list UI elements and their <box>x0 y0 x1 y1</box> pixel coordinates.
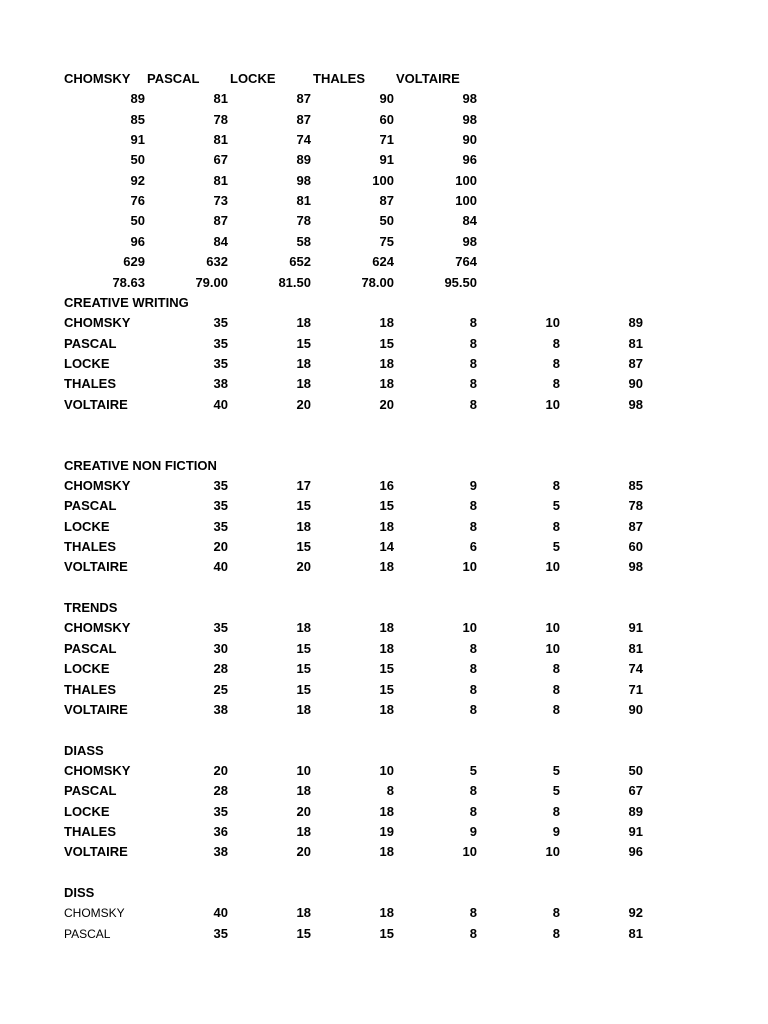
score-cell: 10 <box>545 559 560 575</box>
summary-cell: 98 <box>462 233 477 249</box>
section-title-row <box>0 741 768 761</box>
summary-cell: 81 <box>296 193 311 209</box>
score-cell: 40 <box>213 905 228 921</box>
score-cell: 18 <box>296 620 311 636</box>
score-cell: 8 <box>552 376 560 392</box>
student-name: PASCAL <box>64 335 117 351</box>
score-cell: 98 <box>628 559 643 575</box>
score-cell: 18 <box>296 905 311 921</box>
summary-row <box>0 232 768 252</box>
summary-cell: 90 <box>379 91 394 107</box>
score-cell: 87 <box>628 355 643 371</box>
score-cell: 8 <box>552 925 560 941</box>
table-row <box>0 700 768 720</box>
score-cell: 8 <box>386 783 394 799</box>
table-row <box>0 334 768 354</box>
student-name: VOLTAIRE <box>64 844 128 860</box>
score-cell: 8 <box>469 783 477 799</box>
summary-cell: 81 <box>213 91 228 107</box>
table-row <box>0 537 768 557</box>
summary-column-header: THALES <box>313 71 365 86</box>
summary-cell: 89 <box>296 152 311 168</box>
section-title: CREATIVE WRITING <box>64 294 189 310</box>
score-cell: 40 <box>213 559 228 575</box>
score-cell: 35 <box>213 803 228 819</box>
score-cell: 10 <box>462 620 477 636</box>
summary-row <box>0 110 768 130</box>
student-name: LOCKE <box>64 661 110 677</box>
score-cell: 8 <box>469 701 477 717</box>
score-cell: 18 <box>296 701 311 717</box>
summary-cell: 91 <box>130 132 145 148</box>
summary-cell: 85 <box>130 111 145 127</box>
score-cell: 85 <box>628 478 643 493</box>
score-cell: 91 <box>628 823 643 839</box>
score-cell: 8 <box>552 478 560 493</box>
score-cell: 89 <box>628 315 643 331</box>
score-cell: 20 <box>213 539 228 555</box>
section-title-row <box>0 598 768 618</box>
summary-cell: 89 <box>130 91 145 107</box>
table-row <box>0 354 768 374</box>
summary-cell: 624 <box>372 254 394 270</box>
score-cell: 10 <box>462 559 477 575</box>
score-cell: 15 <box>296 498 311 514</box>
score-cell: 18 <box>379 701 394 717</box>
summary-row <box>0 130 768 150</box>
score-cell: 35 <box>213 335 228 351</box>
score-cell: 18 <box>379 803 394 819</box>
score-cell: 38 <box>213 844 228 860</box>
score-cell: 18 <box>296 315 311 331</box>
score-cell: 90 <box>628 376 643 392</box>
table-row <box>0 557 768 577</box>
score-cell: 5 <box>552 762 560 778</box>
summary-cell: 50 <box>130 213 145 229</box>
summary-cell: 100 <box>455 193 477 209</box>
score-cell: 67 <box>628 783 643 799</box>
summary-cell: 91 <box>379 152 394 168</box>
score-cell: 25 <box>213 681 228 697</box>
table-row <box>0 313 768 333</box>
score-cell: 18 <box>296 376 311 392</box>
score-cell: 19 <box>379 823 394 839</box>
summary-cell: 71 <box>379 132 394 148</box>
score-cell: 15 <box>379 335 394 351</box>
student-name: THALES <box>64 681 116 697</box>
score-cell: 8 <box>552 518 560 534</box>
score-cell: 90 <box>628 701 643 717</box>
table-row <box>0 476 768 496</box>
student-name: CHOMSKY <box>64 315 131 331</box>
score-cell: 8 <box>469 925 477 941</box>
score-cell: 71 <box>628 681 643 697</box>
score-cell: 15 <box>379 661 394 677</box>
score-cell: 15 <box>296 925 311 941</box>
student-name: THALES <box>64 823 116 839</box>
score-cell: 35 <box>213 925 228 941</box>
table-row <box>0 374 768 394</box>
student-name: THALES <box>64 539 116 555</box>
score-cell: 8 <box>469 518 477 534</box>
score-cell: 78 <box>628 498 643 514</box>
score-cell: 28 <box>213 661 228 677</box>
student-name: CHOMSKY <box>64 906 125 921</box>
score-cell: 18 <box>379 518 394 534</box>
table-row <box>0 517 768 537</box>
score-cell: 18 <box>379 844 394 860</box>
score-cell: 8 <box>552 355 560 371</box>
summary-cell: 98 <box>296 172 311 188</box>
summary-row <box>0 150 768 170</box>
summary-cell: 79.00 <box>195 274 228 290</box>
score-cell: 38 <box>213 701 228 717</box>
score-cell: 10 <box>545 315 560 331</box>
table-row <box>0 659 768 679</box>
score-cell: 8 <box>469 803 477 819</box>
summary-cell: 76 <box>130 193 145 209</box>
summary-cell: 50 <box>130 152 145 168</box>
summary-cell: 95.50 <box>444 274 477 290</box>
summary-cell: 98 <box>462 91 477 107</box>
summary-cell: 764 <box>455 254 477 270</box>
score-cell: 8 <box>552 335 560 351</box>
section-title: TRENDS <box>64 600 118 616</box>
score-cell: 8 <box>552 905 560 921</box>
score-cell: 81 <box>628 335 643 351</box>
score-cell: 17 <box>296 478 311 493</box>
score-cell: 18 <box>379 640 394 656</box>
score-cell: 8 <box>469 376 477 392</box>
score-cell: 20 <box>296 396 311 412</box>
summary-cell: 96 <box>130 233 145 249</box>
score-cell: 18 <box>296 823 311 839</box>
score-cell: 20 <box>296 844 311 860</box>
score-cell: 20 <box>379 396 394 412</box>
summary-cell: 629 <box>123 254 145 270</box>
score-cell: 15 <box>296 640 311 656</box>
summary-cell: 84 <box>213 233 228 249</box>
summary-cell: 98 <box>462 111 477 127</box>
student-name: PASCAL <box>64 783 117 799</box>
score-cell: 10 <box>545 844 560 860</box>
score-cell: 87 <box>628 518 643 534</box>
score-cell: 18 <box>379 355 394 371</box>
summary-cell: 74 <box>296 132 311 148</box>
summary-cell: 100 <box>455 172 477 188</box>
score-cell: 8 <box>469 335 477 351</box>
score-cell: 96 <box>628 844 643 860</box>
table-row <box>0 842 768 862</box>
summary-row <box>0 211 768 231</box>
table-row <box>0 822 768 842</box>
table-row <box>0 496 768 516</box>
score-cell: 8 <box>469 661 477 677</box>
student-name: LOCKE <box>64 518 110 534</box>
summary-cell: 87 <box>296 91 311 107</box>
score-cell: 8 <box>469 355 477 371</box>
score-cell: 60 <box>628 539 643 555</box>
score-cell: 10 <box>462 844 477 860</box>
score-cell: 8 <box>469 640 477 656</box>
summary-row <box>0 191 768 211</box>
score-cell: 35 <box>213 478 228 493</box>
summary-column-header: PASCAL <box>147 71 200 86</box>
summary-row <box>0 273 768 293</box>
score-cell: 38 <box>213 376 228 392</box>
student-name: PASCAL <box>64 498 117 514</box>
score-cell: 8 <box>552 803 560 819</box>
score-cell: 81 <box>628 640 643 656</box>
score-cell: 18 <box>379 315 394 331</box>
score-cell: 9 <box>552 823 560 839</box>
table-row <box>0 924 768 944</box>
summary-column-header: LOCKE <box>230 71 276 86</box>
score-cell: 35 <box>213 620 228 636</box>
summary-column-header: VOLTAIRE <box>396 71 460 86</box>
score-cell: 8 <box>469 498 477 514</box>
summary-cell: 632 <box>206 254 228 270</box>
score-cell: 8 <box>552 701 560 717</box>
table-row <box>0 680 768 700</box>
summary-cell: 87 <box>296 111 311 127</box>
score-cell: 6 <box>469 539 477 555</box>
score-cell: 5 <box>469 762 477 778</box>
score-cell: 18 <box>379 559 394 575</box>
summary-row <box>0 171 768 191</box>
score-cell: 10 <box>545 620 560 636</box>
score-cell: 8 <box>469 315 477 331</box>
student-name: LOCKE <box>64 803 110 819</box>
score-cell: 35 <box>213 498 228 514</box>
score-cell: 8 <box>552 661 560 677</box>
summary-header-row <box>0 69 768 89</box>
section-title-row <box>0 456 768 476</box>
section-title: DISS <box>64 885 95 900</box>
table-row <box>0 761 768 781</box>
score-cell: 10 <box>545 640 560 656</box>
score-cell: 98 <box>628 396 643 412</box>
score-cell: 10 <box>379 762 394 778</box>
table-row <box>0 639 768 659</box>
score-cell: 35 <box>213 315 228 331</box>
student-name: VOLTAIRE <box>64 396 128 412</box>
score-cell: 10 <box>545 396 560 412</box>
score-cell: 5 <box>552 498 560 514</box>
summary-cell: 87 <box>379 193 394 209</box>
score-cell: 18 <box>296 355 311 371</box>
score-cell: 10 <box>296 762 311 778</box>
score-cell: 15 <box>379 925 394 941</box>
score-cell: 36 <box>213 823 228 839</box>
section-title: DIASS <box>64 742 104 758</box>
summary-cell: 87 <box>213 213 228 229</box>
summary-cell: 58 <box>296 233 311 249</box>
score-cell: 15 <box>379 681 394 697</box>
table-row <box>0 903 768 923</box>
score-cell: 8 <box>469 681 477 697</box>
student-name: CHOMSKY <box>64 620 131 636</box>
summary-cell: 90 <box>462 132 477 148</box>
summary-cell: 652 <box>289 254 311 270</box>
summary-cell: 60 <box>379 111 394 127</box>
section-title: CREATIVE NON FICTION <box>64 457 217 473</box>
table-row <box>0 781 768 801</box>
score-cell: 15 <box>296 681 311 697</box>
summary-row <box>0 89 768 109</box>
score-cell: 15 <box>296 539 311 555</box>
score-cell: 30 <box>213 640 228 656</box>
score-cell: 18 <box>296 783 311 799</box>
score-cell: 5 <box>552 539 560 555</box>
score-cell: 81 <box>628 925 643 941</box>
score-cell: 5 <box>552 783 560 799</box>
score-cell: 20 <box>296 803 311 819</box>
score-cell: 18 <box>379 620 394 636</box>
student-name: CHOMSKY <box>64 762 131 778</box>
score-cell: 35 <box>213 518 228 534</box>
score-cell: 8 <box>469 396 477 412</box>
summary-cell: 73 <box>213 193 228 209</box>
score-cell: 15 <box>379 498 394 514</box>
score-cell: 8 <box>469 905 477 921</box>
student-name: PASCAL <box>64 926 111 941</box>
student-name: LOCKE <box>64 355 110 371</box>
score-cell: 20 <box>296 559 311 575</box>
summary-cell: 50 <box>379 213 394 229</box>
score-cell: 18 <box>379 905 394 921</box>
summary-cell: 81.50 <box>278 274 311 290</box>
score-cell: 9 <box>469 478 477 493</box>
summary-row <box>0 252 768 272</box>
student-name: VOLTAIRE <box>64 701 128 717</box>
summary-cell: 81 <box>213 132 228 148</box>
score-cell: 15 <box>296 335 311 351</box>
student-name: PASCAL <box>64 640 117 656</box>
summary-cell: 75 <box>379 233 394 249</box>
score-cell: 50 <box>628 762 643 778</box>
summary-cell: 78.63 <box>112 274 145 290</box>
summary-cell: 67 <box>213 152 228 168</box>
summary-column-header: CHOMSKY <box>64 71 131 86</box>
score-cell: 91 <box>628 620 643 636</box>
summary-cell: 84 <box>462 213 477 229</box>
score-cell: 15 <box>296 661 311 677</box>
score-cell: 92 <box>628 905 643 921</box>
score-cell: 8 <box>552 681 560 697</box>
table-row <box>0 618 768 638</box>
score-cell: 28 <box>213 783 228 799</box>
table-row <box>0 802 768 822</box>
summary-cell: 78 <box>296 213 311 229</box>
score-cell: 89 <box>628 803 643 819</box>
summary-cell: 92 <box>130 172 145 188</box>
score-cell: 20 <box>213 762 228 778</box>
summary-cell: 81 <box>213 172 228 188</box>
summary-cell: 100 <box>372 172 394 188</box>
section-title-row <box>0 293 768 313</box>
student-name: VOLTAIRE <box>64 559 128 575</box>
score-cell: 35 <box>213 355 228 371</box>
score-cell: 18 <box>379 376 394 392</box>
score-cell: 16 <box>379 478 394 493</box>
score-cell: 74 <box>628 661 643 677</box>
section-title-row <box>0 883 768 903</box>
score-cell: 18 <box>296 518 311 534</box>
student-name: THALES <box>64 376 116 392</box>
summary-cell: 96 <box>462 152 477 168</box>
score-cell: 40 <box>213 396 228 412</box>
student-name: CHOMSKY <box>64 478 131 493</box>
score-cell: 9 <box>469 823 477 839</box>
table-row <box>0 395 768 415</box>
summary-cell: 78.00 <box>361 274 394 290</box>
summary-cell: 78 <box>213 111 228 127</box>
score-cell: 14 <box>379 539 394 555</box>
